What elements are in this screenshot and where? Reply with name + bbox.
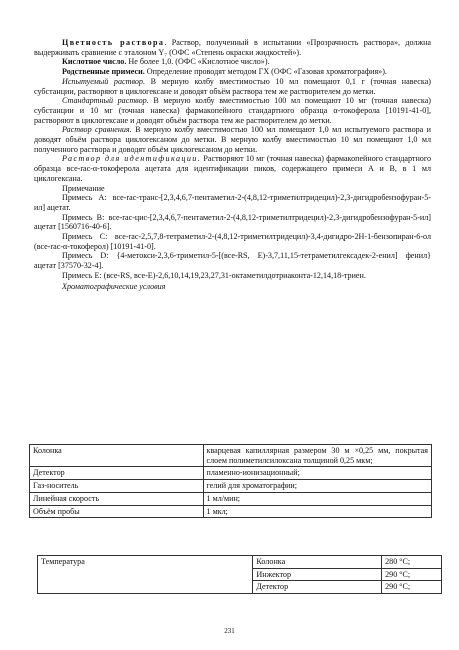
condition-value: 1 мл/мин;: [203, 492, 431, 505]
paragraph-text: Не более 1,0. (ОФС «Кислотное число»).: [126, 57, 270, 67]
acid-number-paragraph: [34, 57, 431, 67]
related-impurities-paragraph: [34, 67, 431, 77]
temperature-value: 280 °С;: [382, 556, 442, 569]
impurity-e: Примесь E: (все-RS, все-E)-2,6,10,14,19,23,27,31-октаметилдотриаконта-12,14,18-триен.: [62, 270, 366, 280]
test-solution-paragraph: [34, 77, 431, 96]
table-row: [30, 505, 432, 518]
condition-label: Линейная скорость: [30, 492, 204, 505]
paragraph-heading: Цветность раствора: [62, 38, 165, 47]
impurity-a: Примесь A: все-rac-транс-[2,3,4,6,7-пентаметил-2-(4,8,12-триметилтридецил)-2,3-дигидробензофуран-5-ил] ацетат.: [34, 193, 431, 212]
temperature-zone: Колонка: [253, 556, 382, 569]
impurity-d: Примесь D: {4-метокси-2,3,6-триметил-5-[(все-RS, E)-3,7,11,15-тетраметилгексадек-2-енил] фенил} ацетат [37570-32-4].: [34, 251, 431, 271]
standard-solution-paragraph: [34, 96, 431, 125]
condition-label: Объём пробы: [30, 505, 204, 518]
temperature-value: 290 °С;: [382, 568, 442, 581]
condition-label: Детектор: [30, 467, 204, 480]
color-paragraph: [34, 38, 431, 57]
temperature-label: Температура: [38, 556, 253, 594]
table-row: [30, 467, 432, 480]
table-row: [30, 445, 432, 467]
paragraph-heading: Испытуемый раствор.: [62, 76, 145, 86]
paragraph-heading: Раствор для идентификации.: [62, 154, 202, 164]
paragraph-text: В мерную колбу вместимостью 100 мл помещают 10 мг (точная навеска) субстанции и 10 мг (точная навеска) фармакопейного стандартного образца α-токоферола [10191-41-0], растворяют в циклогексане и доводят объём раствора тем же растворителем до метки.: [34, 96, 431, 125]
conditions-title: Хроматографические условия: [62, 282, 166, 292]
paragraph-heading: Раствор сравнения.: [62, 125, 132, 135]
impurity-b: Примесь B: все-rac-цис-[2,3,4,6,7-пентаметил-2-(4,8,12-триметилтридецил)-2,3-дигидробензофуран-5-ил] ацетат [1560716-40-6].: [34, 212, 431, 232]
paragraph-text: Определение проводят методом ГХ (ОФС «Газовая хроматография»).: [144, 67, 387, 77]
page-number: 231: [224, 627, 235, 635]
page-body: [34, 38, 431, 292]
identification-solution-paragraph: [34, 154, 431, 183]
temperature-value: 290 °С;: [382, 581, 442, 594]
conditions-table: [29, 444, 432, 518]
paragraph-text: . Раствор, полученный в испытании «Прозрачность раствора», должна выдерживать сравнение с эталоном Y₇ (ОФС «Степень окраски жидкостей»).: [34, 38, 432, 57]
note-title: Примечание: [62, 183, 105, 193]
paragraph-heading: Кислотное число.: [62, 57, 127, 67]
temperature-zone: Инжектор: [253, 568, 382, 581]
table-row: [38, 556, 442, 569]
condition-value: кварцевая капиллярная размером 30 м ×0,25 мм, покрытая слоем полиметилсилоксана толщиной 0,25 мкм;: [203, 445, 431, 467]
condition-value: гелий для хроматографии;: [203, 480, 431, 493]
impurity-c: Примесь С: все-rac-2,5,7,8-тетраметил-2-(4,8,12-триметилтридецил)-3,4-дигидро-2Н-1-бензопиран-6-ол (все-rac-α-токоферол) [10191-41-0].: [34, 232, 431, 251]
paragraph-text: В мерную колбу вместимостью 100 мл помещают 1,0 мл испытуемого раствора и доводят объём раствора циклогексаном до метки. В мерную колбу вместимостью 10 мл помещают 1,0 мл полученного раствора и доводят объём циклогексаном до метки.: [34, 125, 431, 154]
paragraph-heading: Стандартный раствор.: [62, 96, 149, 106]
reference-solution-paragraph: [34, 125, 431, 154]
table-row: [30, 492, 432, 505]
paragraph-text: Растворяют 10 мг (точная навеска) фармакопейного стандартного образца все-rac-α-токоферола ацетата для идентификации пиков, содержащего примеси А и В, в 1 мл циклогексана.: [34, 154, 432, 183]
table-row: [30, 480, 432, 493]
paragraph-text: В мерную колбу вместимостью 10 мл помещают 0,1 г (точная навеска) субстанции, растворяют в циклогексане и доводят объём раствора тем же растворителем до метки.: [34, 76, 431, 96]
condition-label: Газ-носитель: [30, 480, 204, 493]
temperature-zone: Детектор: [253, 581, 382, 594]
paragraph-heading: Родственные примеси.: [62, 67, 145, 77]
temperature-table: [37, 555, 442, 594]
condition-value: 1 мкл;: [203, 505, 431, 518]
condition-label: Колонка: [30, 445, 204, 467]
condition-value: пламенно-ионизационный;: [203, 467, 431, 480]
